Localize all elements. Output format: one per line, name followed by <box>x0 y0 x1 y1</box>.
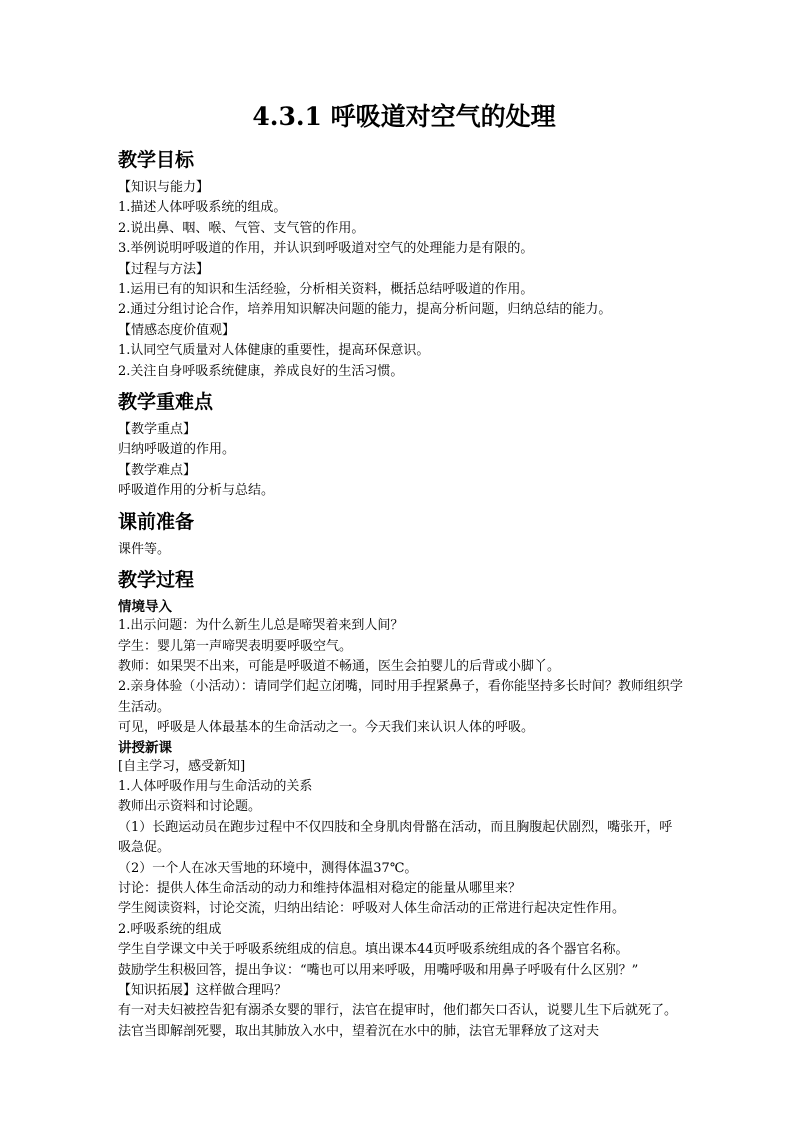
subheading-difficult: 【教学难点】 <box>118 462 197 478</box>
subsection-heading-intro: 情境导入 <box>118 599 172 616</box>
paragraph: 课件等。 <box>118 541 171 557</box>
paragraph: [自主学习，感受新知] <box>118 758 246 774</box>
paragraph: 可见，呼吸是人体最基本的生命活动之一。今天我们来认识人体的呼吸。 <box>118 720 535 736</box>
list-item: 2.说出鼻、咽、喉、气管、支气管的作用。 <box>118 220 365 236</box>
paragraph: 【知识拓展】这样做合理吗？ <box>118 983 288 998</box>
paragraph: 呼吸道作用的分析与总结。 <box>118 483 275 499</box>
paragraph: 有一对夫妇被控告犯有溺杀女婴的罪行，法官在提审时，他们都矢口否认，说婴儿生下后就死了。法官当即解剖死婴，取出其肺放入水中，望着沉在水中的肺，法官无罪释放了这对夫 <box>118 1003 678 1039</box>
list-item: 2.通过分组讨论合作，培养用知识解决问题的能力，提高分析问题，归纳总结的能力。 <box>118 302 612 318</box>
section-heading-preparation: 课前准备 <box>118 510 195 533</box>
subheading-attitude: 【情感态度价值观】 <box>118 322 236 338</box>
section-heading-key-points: 教学重难点 <box>118 391 214 414</box>
section-heading-process: 教学过程 <box>118 569 195 592</box>
document-title: 4.3.1 呼吸道对空气的处理 <box>252 102 556 131</box>
section-heading-objectives: 教学目标 <box>118 149 195 171</box>
paragraph: 学生阅读资料，讨论交流，归纳出结论：呼吸对人体生命活动的正常进行起决定性作用。 <box>118 901 626 917</box>
list-item: 2.关注自身呼吸系统健康，养成良好的生活习惯。 <box>118 363 404 379</box>
subheading-process: 【过程与方法】 <box>118 261 210 277</box>
list-item: 1.描述人体呼吸系统的组成。 <box>118 200 287 216</box>
paragraph: 2.呼吸系统的组成 <box>118 921 222 937</box>
paragraph: （1）长跑运动员在跑步过程中不仅四肢和全身肌肉骨骼在活动，而且胸腹起伏剧烈，嘴张开，呼吸急促。 <box>118 819 673 856</box>
paragraph: 教师出示资料和讨论题。 <box>118 799 262 815</box>
paragraph: 归纳呼吸道的作用。 <box>118 442 236 458</box>
subheading-key: 【教学重点】 <box>118 422 197 438</box>
paragraph: 1.人体呼吸作用与生命活动的关系 <box>118 778 313 794</box>
list-item: 1.认同空气质量对人体健康的重要性，提高环保意识。 <box>118 343 430 359</box>
paragraph: 1.出示问题：为什么新生儿总是啼哭着来到人间？ <box>118 618 404 634</box>
paragraph: 学生自学课文中关于呼吸系统组成的信息。填出课本44页呼吸系统组成的各个器官名称。 <box>118 942 629 958</box>
list-item: 3.举例说明呼吸道的作用，并认识到呼吸道对空气的处理能力是有限的。 <box>118 241 534 257</box>
paragraph: 2.亲身体验（小活动）：请同学们起立闭嘴，同时用手捏紧鼻子，看你能坚持多长时间？教师组织学生活动。 <box>118 679 683 715</box>
paragraph: 教师：如果哭不出来，可能是呼吸道不畅通，医生会拍婴儿的后背或小脚丫。 <box>118 658 561 674</box>
subsection-heading-new-lesson: 讲授新课 <box>118 739 172 756</box>
paragraph: 学生：婴儿第一声啼哭表明要呼吸空气。 <box>118 638 353 654</box>
paragraph: 鼓励学生积极回答，提出争议：“嘴也可以用来呼吸，用嘴呼吸和用鼻子呼吸有什么区别？” <box>118 962 639 978</box>
document-body <box>118 100 684 1042</box>
paragraph: 讨论：提供人体生命活动的动力和维持体温相对稳定的能量从哪里来？ <box>118 880 522 896</box>
list-item: 1.运用已有的知识和生活经验，分析相关资料，概括总结呼吸道的作用。 <box>118 282 534 298</box>
subheading-knowledge: 【知识与能力】 <box>118 180 210 195</box>
paragraph: （2）一个人在冰天雪地的环境中，测得体温37℃。 <box>118 860 418 876</box>
